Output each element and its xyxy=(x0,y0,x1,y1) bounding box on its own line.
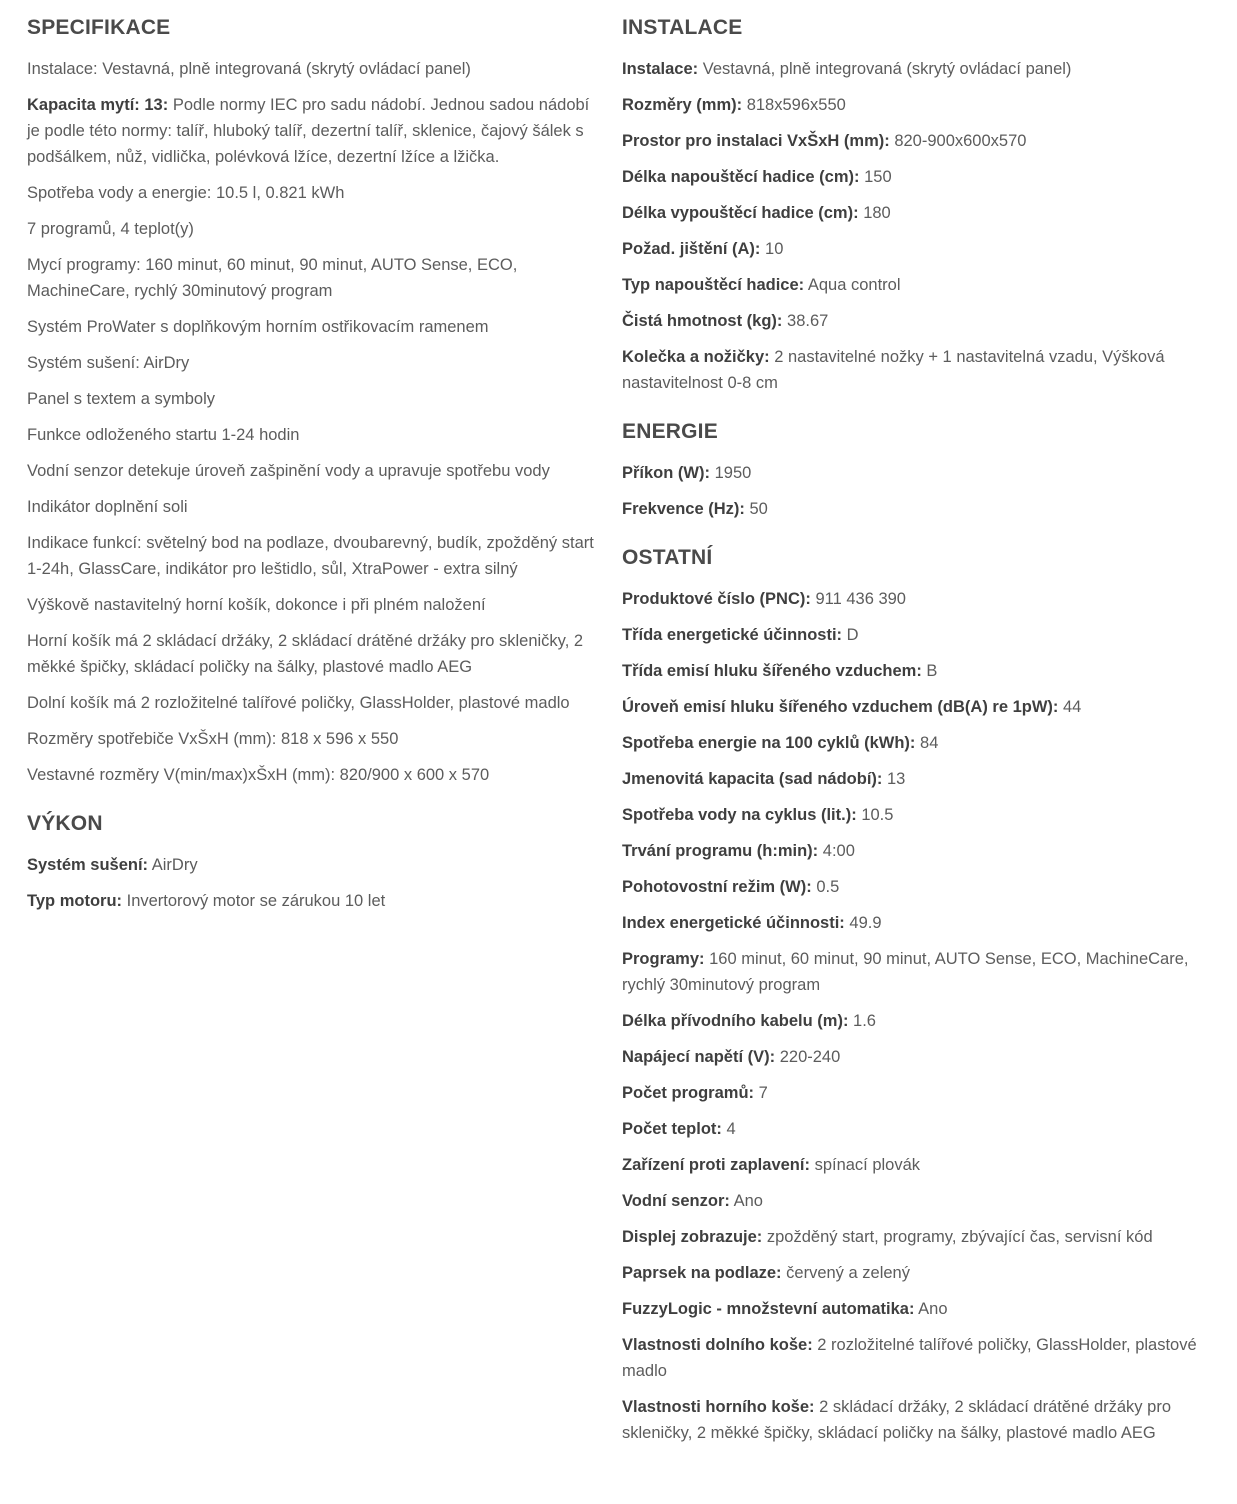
spec-label: Instalace: xyxy=(622,60,699,78)
right-column xyxy=(622,14,1197,1468)
section-ostatni xyxy=(622,544,1197,1446)
spec-label: Pohotovostní režim (W): xyxy=(622,878,812,896)
spec-value: 7 xyxy=(758,1084,768,1102)
spec-value: 150 xyxy=(864,168,892,186)
spec-item xyxy=(622,1152,1197,1178)
spec-value: 13 xyxy=(887,770,906,788)
spec-item xyxy=(622,1260,1197,1286)
spec-value: Panel s textem a symboly xyxy=(27,390,215,408)
spec-item xyxy=(622,460,1197,486)
section-specifikace xyxy=(27,14,597,788)
spec-value: AirDry xyxy=(151,856,198,874)
spec-label: Třída emisí hluku šířeného vzduchem: xyxy=(622,662,922,680)
spec-label: Délka přívodního kabelu (m): xyxy=(622,1012,849,1030)
section-heading: SPECIFIKACE xyxy=(27,16,171,39)
spec-item xyxy=(622,694,1197,720)
section-heading: OSTATNÍ xyxy=(622,546,713,569)
spec-label: Systém sušení: xyxy=(27,856,149,874)
spec-value: spínací plovák xyxy=(814,1156,921,1174)
spec-item xyxy=(27,314,597,340)
spec-item xyxy=(622,658,1197,684)
spec-item xyxy=(622,128,1197,154)
spec-item xyxy=(622,496,1197,522)
spec-item xyxy=(622,236,1197,262)
spec-label: Produktové číslo (PNC): xyxy=(622,590,811,608)
spec-value: Funkce odloženého startu 1-24 hodin xyxy=(27,426,300,444)
spec-label: Zařízení proti zaplavení: xyxy=(622,1156,810,1174)
spec-label: Délka vypouštěcí hadice (cm): xyxy=(622,204,859,222)
spec-label: Rozměry (mm): xyxy=(622,96,743,114)
spec-label: Kolečka a nožičky: xyxy=(622,348,770,366)
spec-item xyxy=(27,494,597,520)
spec-value: B xyxy=(926,662,938,680)
spec-item xyxy=(27,726,597,752)
spec-label: Spotřeba vody na cyklus (lit.): xyxy=(622,806,857,824)
spec-value: 818x596x550 xyxy=(746,96,846,114)
spec-value: 1.6 xyxy=(853,1012,876,1030)
spec-item xyxy=(27,422,597,448)
spec-value: 4 xyxy=(726,1120,736,1138)
spec-value: zpožděný start, programy, zbývající čas, servisní kód xyxy=(766,1228,1153,1246)
spec-label: FuzzyLogic - množstevní automatika: xyxy=(622,1300,915,1318)
spec-value: 220-240 xyxy=(779,1048,841,1066)
spec-label: Trvání programu (h:min): xyxy=(622,842,819,860)
spec-item xyxy=(622,586,1197,612)
spec-value: Vestavná, plně integrovaná (skrytý ovládací panel) xyxy=(702,60,1072,78)
spec-item xyxy=(27,252,597,304)
spec-item xyxy=(27,762,597,788)
spec-value: Indikace funkcí: světelný bod na podlaze, dvoubarevný, budík, zpožděný start 1-24h, GlassCare, indikátor pro leštidlo, sůl, XtraPower - extra silný xyxy=(27,534,594,578)
spec-label: Jmenovitá kapacita (sad nádobí): xyxy=(622,770,883,788)
spec-value: Systém ProWater s doplňkovým horním ostřikovacím ramenem xyxy=(27,318,489,336)
spec-item xyxy=(622,1394,1197,1446)
spec-value: 820-900x600x570 xyxy=(894,132,1027,150)
spec-item xyxy=(27,690,597,716)
spec-item xyxy=(622,272,1197,298)
spec-label: Počet programů: xyxy=(622,1084,755,1102)
spec-value: Systém sušení: AirDry xyxy=(27,354,190,372)
spec-item xyxy=(622,1224,1197,1250)
spec-label: Programy: xyxy=(622,950,705,968)
spec-item xyxy=(27,216,597,242)
spec-label: Spotřeba energie na 100 cyklů (kWh): xyxy=(622,734,916,752)
spec-item xyxy=(622,766,1197,792)
spec-value: Výškově nastavitelný horní košík, dokonce i při plném naložení xyxy=(27,596,486,614)
spec-item xyxy=(622,1116,1197,1142)
spec-label: Vlastnosti dolního koše: xyxy=(622,1336,813,1354)
spec-item xyxy=(27,92,597,170)
spec-item xyxy=(622,946,1197,998)
spec-item xyxy=(27,56,597,82)
spec-label: Vodní senzor: xyxy=(622,1192,730,1210)
spec-label: Požad. jištění (A): xyxy=(622,240,761,258)
spec-value: 2 skládací držáky, 2 skládací drátěné držáky pro skleničky, 2 měkké špičky, skládací poličky na šálky, plastové madlo AEG xyxy=(622,1398,1171,1442)
spec-label: Frekvence (Hz): xyxy=(622,500,745,518)
spec-label: Čistá hmotnost (kg): xyxy=(622,312,783,330)
spec-value: 44 xyxy=(1063,698,1082,716)
section-vykon xyxy=(27,810,597,914)
spec-value: červený a zelený xyxy=(786,1264,910,1282)
spec-value: 38.67 xyxy=(787,312,829,330)
spec-value: Podle normy IEC pro sadu nádobí. Jednou sadou nádobí je podle této normy: talíř, hluboký talíř, dezertní talíř, sklenice, čajový šálek s podšálkem, nůž, vidlička, polévková lžíce, dezertní lžíce a lžička. xyxy=(27,96,590,166)
spec-value: Rozměry spotřebiče VxŠxH (mm): 818 x 596 x 550 xyxy=(27,730,399,748)
spec-value: Invertorový motor se zárukou 10 let xyxy=(126,892,386,910)
spec-value: Horní košík má 2 skládací držáky, 2 skládací drátěné držáky pro skleničky, 2 měkké špičky, skládací poličky na šálky, plastové madlo AEG xyxy=(27,632,584,676)
spec-label: Příkon (W): xyxy=(622,464,710,482)
spec-label: Prostor pro instalaci VxŠxH (mm): xyxy=(622,132,890,150)
spec-value: Ano xyxy=(918,1300,948,1318)
spec-item xyxy=(622,874,1197,900)
spec-value: 10 xyxy=(765,240,784,258)
spec-item xyxy=(27,350,597,376)
spec-item xyxy=(27,180,597,206)
section-heading: INSTALACE xyxy=(622,16,743,39)
spec-value: Mycí programy: 160 minut, 60 minut, 90 minut, AUTO Sense, ECO, MachineCare, rychlý 30minutový program xyxy=(27,256,518,300)
spec-item xyxy=(622,56,1197,82)
spec-value: 160 minut, 60 minut, 90 minut, AUTO Sense, ECO, MachineCare, rychlý 30minutový program xyxy=(622,950,1189,994)
spec-label: Třída energetické účinnosti: xyxy=(622,626,843,644)
spec-label: Počet teplot: xyxy=(622,1120,722,1138)
spec-value: Aqua control xyxy=(807,276,901,294)
spec-label: Napájecí napětí (V): xyxy=(622,1048,776,1066)
spec-item xyxy=(622,838,1197,864)
spec-value: 911 436 390 xyxy=(815,590,906,608)
spec-value: 0.5 xyxy=(816,878,840,896)
spec-value: D xyxy=(846,626,859,644)
spec-item xyxy=(622,1296,1197,1322)
spec-item xyxy=(622,910,1197,936)
spec-value: 49.9 xyxy=(849,914,882,932)
spec-label: Vlastnosti horního koše: xyxy=(622,1398,815,1416)
spec-item xyxy=(622,1080,1197,1106)
spec-item xyxy=(622,200,1197,226)
section-energie xyxy=(622,418,1197,522)
spec-value: 50 xyxy=(749,500,768,518)
spec-label: Displej zobrazuje: xyxy=(622,1228,763,1246)
spec-item xyxy=(622,802,1197,828)
spec-item xyxy=(622,92,1197,118)
section-instalace xyxy=(622,14,1197,396)
spec-item xyxy=(27,888,597,914)
spec-item xyxy=(622,308,1197,334)
spec-item xyxy=(622,1008,1197,1034)
spec-value: Vestavné rozměry V(min/max)xŠxH (mm): 820/900 x 600 x 570 xyxy=(27,766,490,784)
spec-item xyxy=(27,852,597,878)
spec-value: 4:00 xyxy=(822,842,855,860)
spec-item xyxy=(622,730,1197,756)
spec-label: Úroveň emisí hluku šířeného vzduchem (dB(A) re 1pW): xyxy=(622,698,1059,716)
spec-label: Paprsek na podlaze: xyxy=(622,1264,782,1282)
spec-item xyxy=(27,592,597,618)
spec-label: Délka napouštěcí hadice (cm): xyxy=(622,168,860,186)
spec-value: 180 xyxy=(863,204,891,222)
spec-item xyxy=(622,1044,1197,1070)
spec-item xyxy=(622,1188,1197,1214)
spec-label: Typ motoru: xyxy=(27,892,123,910)
spec-label: Typ napouštěcí hadice: xyxy=(622,276,805,294)
spec-value: Spotřeba vody a energie: 10.5 l, 0.821 kWh xyxy=(27,184,345,202)
spec-value: Dolní košík má 2 rozložitelné talířové poličky, GlassHolder, plastové madlo xyxy=(27,694,570,712)
spec-value: Ano xyxy=(733,1192,763,1210)
spec-value: 10.5 xyxy=(861,806,894,824)
spec-value: 2 nastavitelné nožky + 1 nastavitelná vzadu, Výšková nastavitelnost 0-8 cm xyxy=(622,348,1165,392)
spec-item xyxy=(27,530,597,582)
spec-item xyxy=(622,164,1197,190)
spec-item xyxy=(27,386,597,412)
spec-item xyxy=(622,344,1197,396)
section-heading: ENERGIE xyxy=(622,420,718,443)
spec-item xyxy=(27,628,597,680)
spec-value: 7 programů, 4 teplot(y) xyxy=(27,220,194,238)
spec-value: 1950 xyxy=(714,464,752,482)
spec-item xyxy=(622,1332,1197,1384)
section-heading: VÝKON xyxy=(27,812,103,835)
spec-label: Kapacita mytí: 13: xyxy=(27,96,169,114)
spec-item xyxy=(27,458,597,484)
spec-value: 84 xyxy=(920,734,939,752)
spec-label: Index energetické účinnosti: xyxy=(622,914,845,932)
left-column xyxy=(27,14,597,936)
spec-value: Instalace: Vestavná, plně integrovaná (skrytý ovládací panel) xyxy=(27,60,471,78)
spec-value: Indikátor doplnění soli xyxy=(27,498,188,516)
spec-value: 2 rozložitelné talířové poličky, GlassHolder, plastové madlo xyxy=(622,1336,1197,1380)
spec-item xyxy=(622,622,1197,648)
spec-value: Vodní senzor detekuje úroveň zašpinění vody a upravuje spotřebu vody xyxy=(27,462,550,480)
